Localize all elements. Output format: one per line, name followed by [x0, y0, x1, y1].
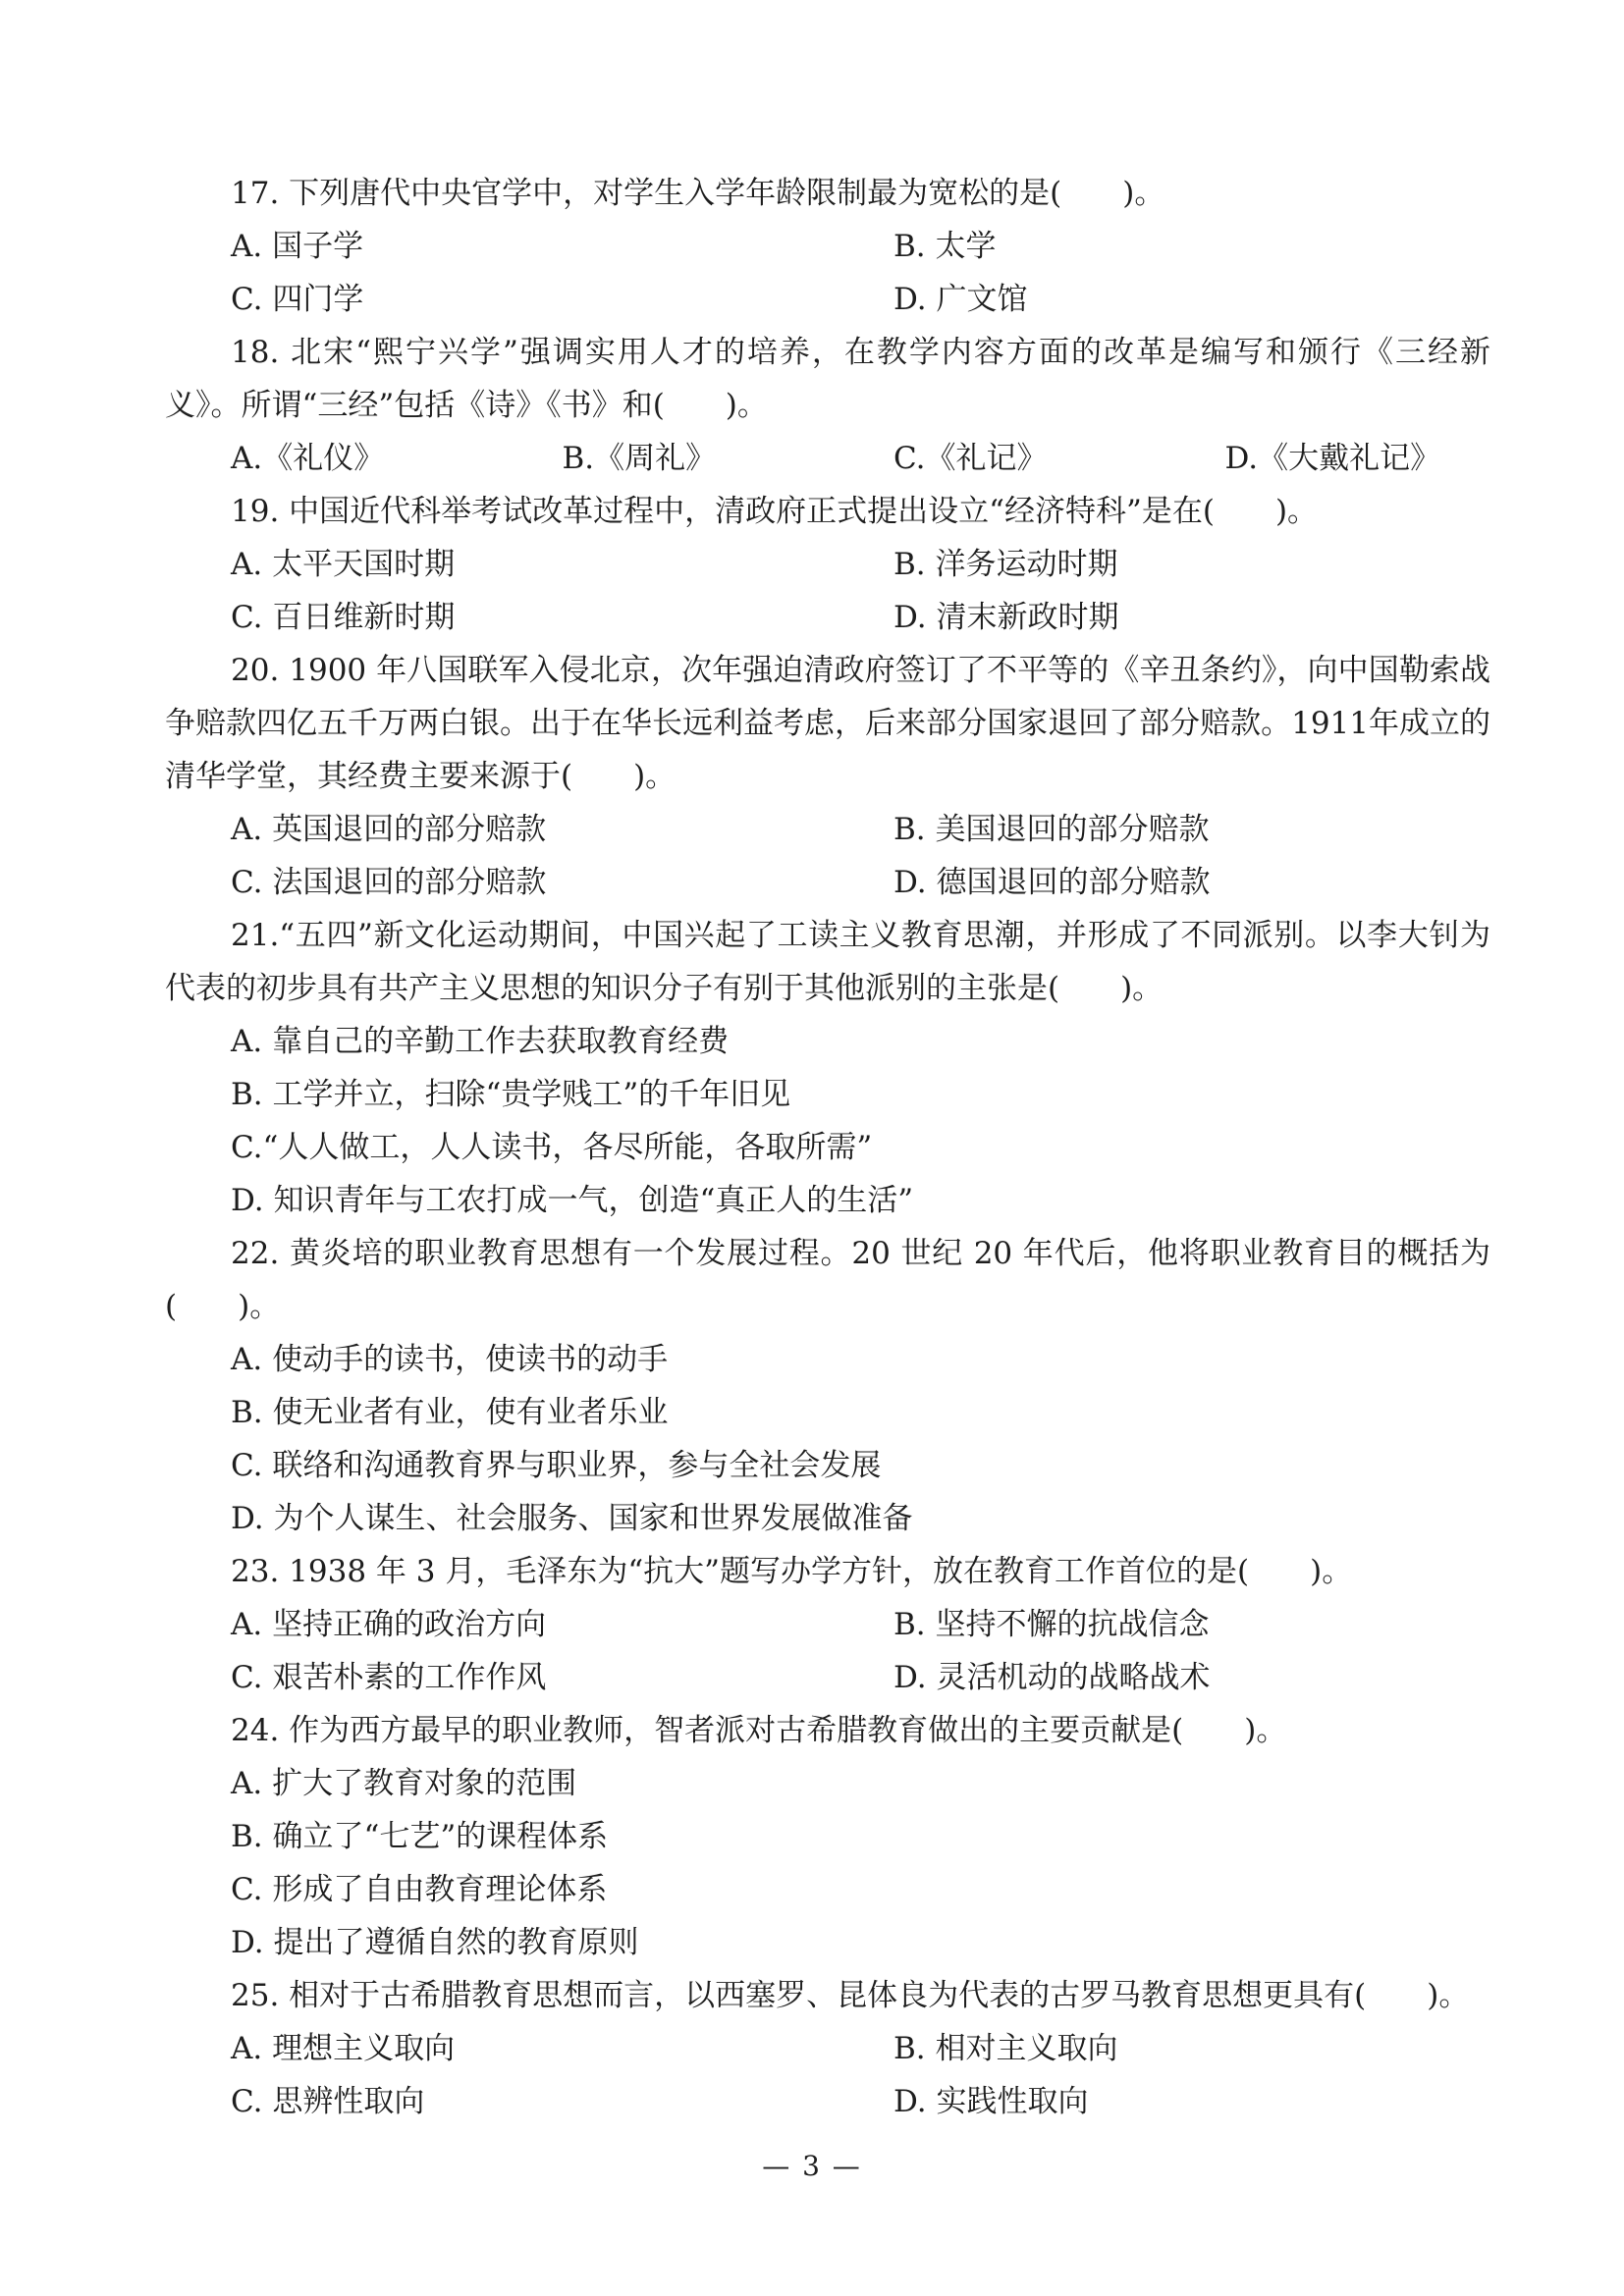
question-stem: 25. 相对于古希腊教育思想而言，以西塞罗、昆体良为代表的古罗马教育思想更具有( )。: [231, 1978, 1470, 2013]
question-stem: 23. 1938 年 3 月，毛泽东为“抗大”题写办学方针，放在教育工作首位的是( )。: [231, 1554, 1353, 1589]
option-c: C.《礼记》: [893, 441, 1048, 476]
option-b: B. 美国退回的部分赔款: [893, 812, 1210, 847]
option-list: [165, 220, 1490, 326]
page-number: — 3 —: [762, 2150, 862, 2182]
option-d: D. 为个人谋生、社会服务、国家和世界发展做准备: [231, 1501, 913, 1536]
option-b: B.《周礼》: [562, 441, 717, 476]
option-list: [165, 1333, 1490, 1545]
question-stem: 19. 中国近代科举考试改革过程中，清政府正式提出设立“经济特科”是在( )。: [231, 494, 1319, 529]
option-c: C. 艰苦朴素的工作作风: [231, 1660, 547, 1695]
option-b: B. 洋务运动时期: [893, 547, 1118, 582]
option-a: A. 英国退回的部分赔款: [231, 812, 547, 847]
option-a: A. 理想主义取向: [231, 2031, 456, 2066]
option-c: C. 思辨性取向: [231, 2084, 425, 2119]
option-c: C. 四门学: [231, 282, 364, 317]
option-b: B. 太学: [893, 229, 997, 264]
question-21: [165, 909, 1490, 1227]
option-d: D. 知识青年与工农打成一气，创造“真正人的生活”: [231, 1183, 914, 1218]
option-c: C. 百日维新时期: [231, 600, 456, 635]
option-d: D.《大戴礼记》: [1224, 441, 1441, 476]
question-23: [165, 1545, 1490, 1704]
option-a: A. 太平天国时期: [231, 547, 456, 582]
option-a: A. 国子学: [231, 229, 364, 264]
option-c: C. 形成了自由教育理论体系: [231, 1872, 608, 1907]
option-list: [165, 803, 1490, 909]
question-25: [165, 1969, 1490, 2128]
option-b: B. 工学并立，扫除“贵学贱工”的千年旧见: [231, 1077, 791, 1112]
option-b: B. 确立了“七艺”的课程体系: [231, 1819, 609, 1854]
question-stem: 22. 黄炎培的职业教育思想有一个发展过程。20 世纪 20 年代后，他将职业教育目的概括为( )。: [165, 1236, 1490, 1324]
question-19: [165, 485, 1490, 644]
option-d: D. 德国退回的部分赔款: [893, 865, 1211, 900]
option-d: D. 提出了遵循自然的教育原则: [231, 1925, 639, 1960]
option-list: [165, 2022, 1490, 2128]
option-list: [165, 538, 1490, 644]
question-stem: 18. 北宋“熙宁兴学”强调实用人才的培养，在教学内容方面的改革是编写和颁行《三经新义》。所谓“三经”包括《诗》《书》和( )。: [165, 335, 1490, 423]
option-list: [165, 1598, 1490, 1704]
option-list: [165, 1015, 1490, 1227]
question-18: [165, 326, 1490, 485]
question-stem: 24. 作为西方最早的职业教师，智者派对古希腊教育做出的主要贡献是( )。: [231, 1713, 1287, 1748]
option-a: A. 使动手的读书，使读书的动手: [231, 1342, 669, 1377]
question-22: [165, 1227, 1490, 1545]
option-c: C. 联络和沟通教育界与职业界，参与全社会发展: [231, 1448, 882, 1483]
question-stem: 20. 1900 年八国联军入侵北京，次年强迫清政府签订了不平等的《辛丑条约》，向中国勒索战争赔款四亿五千万两白银。出于在华长远利益考虑，后来部分国家退回了部分赔款。1911年成立的清华学堂，其经费主要来源于( )。: [165, 653, 1490, 794]
question-stem: 21.“五四”新文化运动期间，中国兴起了工读主义教育思潮，并形成了不同派别。以李大钊为代表的初步具有共产主义思想的知识分子有别于其他派别的主张是( )。: [165, 918, 1490, 1006]
option-c: C.“人人做工，人人读书，各尽所能，各取所需”: [231, 1130, 873, 1165]
exam-page: [165, 167, 1490, 2128]
option-d: D. 广文馆: [893, 282, 1028, 317]
option-a: A. 坚持正确的政治方向: [231, 1607, 547, 1642]
option-list: [165, 432, 1490, 485]
option-d: D. 实践性取向: [893, 2084, 1089, 2119]
option-d: D. 灵活机动的战略战术: [893, 1660, 1211, 1695]
option-c: C. 法国退回的部分赔款: [231, 865, 547, 900]
option-a: A. 扩大了教育对象的范围: [231, 1766, 577, 1801]
question-stem: 17. 下列唐代中央官学中，对学生入学年龄限制最为宽松的是( )。: [231, 176, 1165, 211]
question-17: [165, 167, 1490, 326]
question-20: [165, 644, 1490, 909]
option-b: B. 使无业者有业，使有业者乐业: [231, 1395, 669, 1430]
option-a: A.《礼仪》: [231, 441, 385, 476]
option-b: B. 相对主义取向: [893, 2031, 1118, 2066]
option-b: B. 坚持不懈的抗战信念: [893, 1607, 1210, 1642]
option-a: A. 靠自己的辛勤工作去获取教育经费: [231, 1024, 730, 1059]
question-24: [165, 1704, 1490, 1969]
option-d: D. 清末新政时期: [893, 600, 1119, 635]
option-list: [165, 1757, 1490, 1969]
